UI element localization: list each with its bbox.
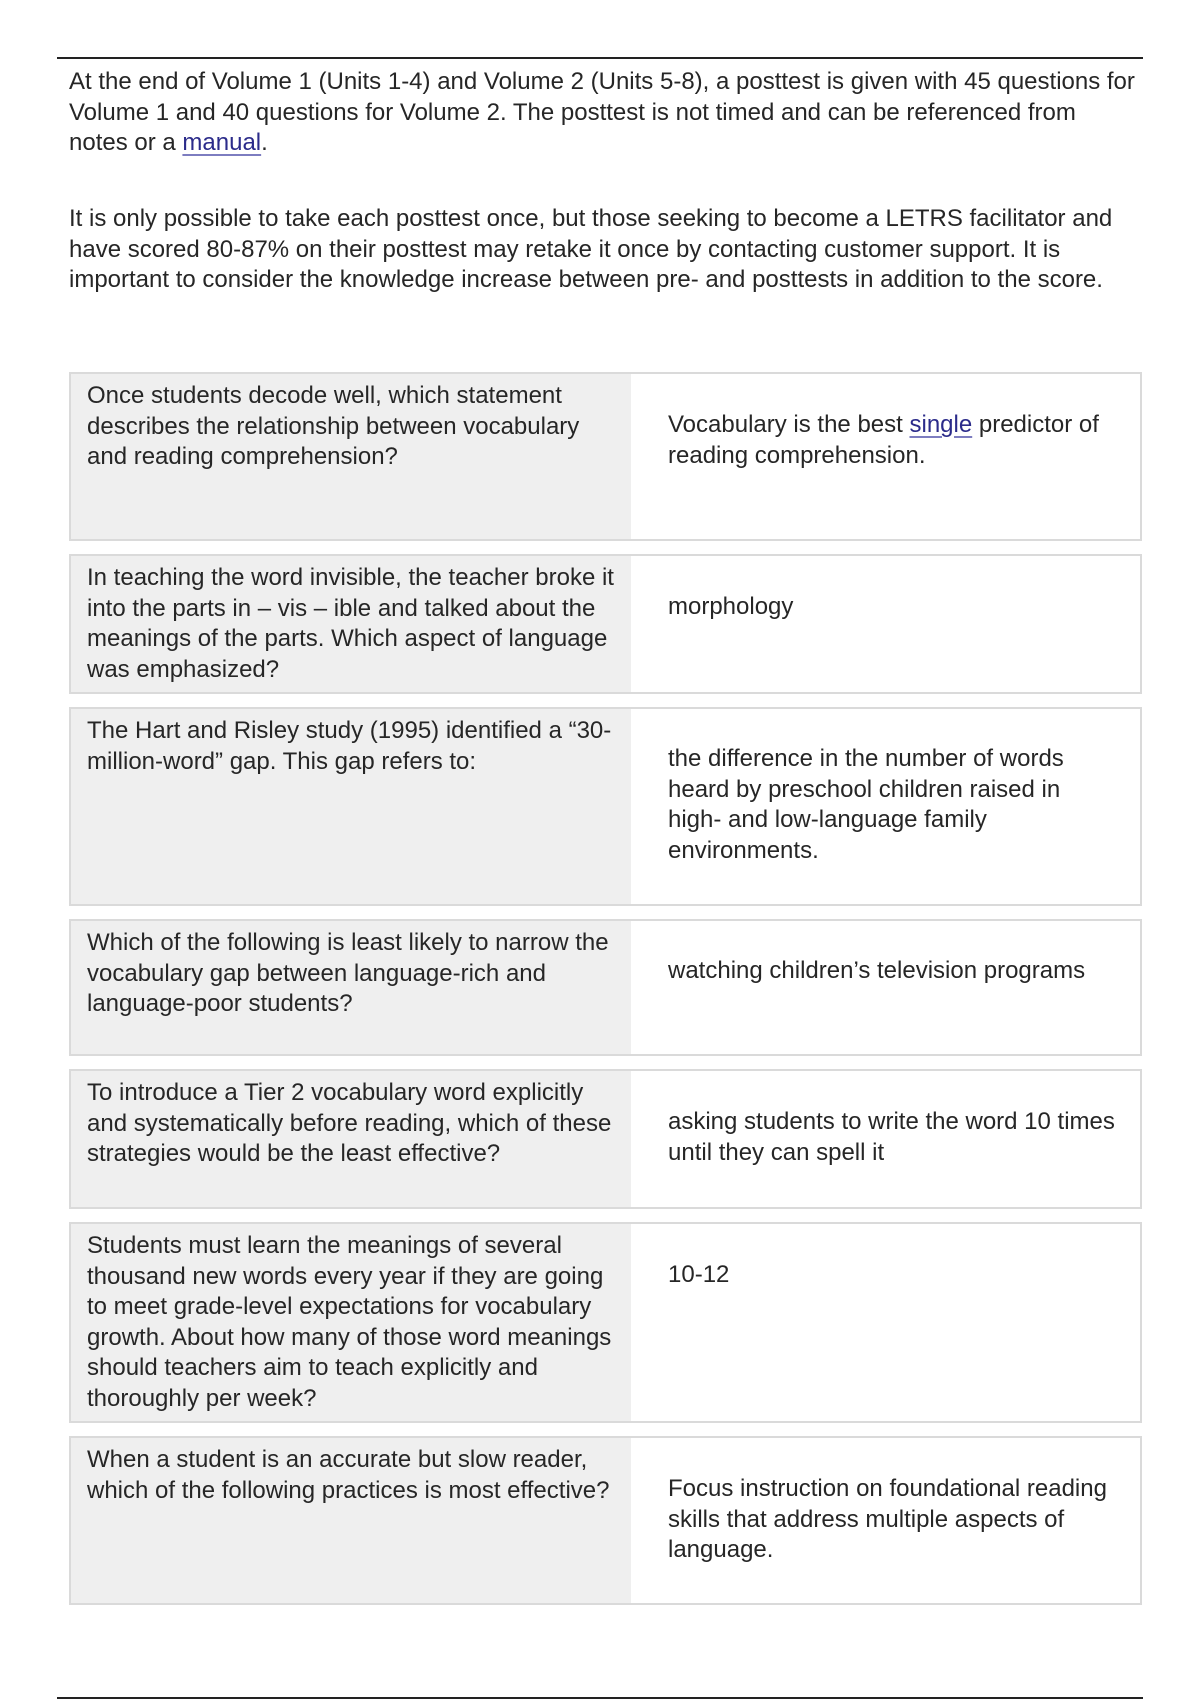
qa-row <box>69 372 1142 541</box>
qa-row <box>69 1069 1142 1209</box>
question-cell: In teaching the word invisible, the teacher broke it into the parts in – vis – ible and talked about the meanings of the parts. Which aspect of language was emphasized? <box>71 556 631 692</box>
manual-link[interactable]: manual <box>182 129 262 156</box>
answer-cell: morphology <box>668 593 794 620</box>
question-cell: Once students decode well, which statement describes the relationship between vocabulary and reading comprehension? <box>71 374 631 539</box>
bottom-divider <box>57 1697 1143 1699</box>
answer-cell: 10-12 <box>668 1261 730 1288</box>
intro-paragraph-retake: It is only possible to take each posttest once, but those seeking to become a LETRS facilitator and have scored 80-87% on their posttest may retake it once by contacting customer support. It is important to consider the knowledge increase between pre- and posttests in addition to the score. <box>69 205 1113 293</box>
qa-row <box>69 707 1142 906</box>
single-link[interactable]: single <box>909 411 973 438</box>
question-cell: To introduce a Tier 2 vocabulary word explicitly and systematically before reading, which of these strategies would be the least effective? <box>71 1071 631 1207</box>
question-cell: Which of the following is least likely to narrow the vocabulary gap between language-rich and language-poor students? <box>71 921 631 1054</box>
answer-cell: the difference in the number of words heard by preschool children raised in high- and low-language family environments. <box>668 745 1064 864</box>
answer-text-after-link: predictor of reading comprehension. <box>668 411 1099 469</box>
answer-cell: asking students to write the word 10 times until they can spell it <box>668 1108 1115 1166</box>
qa-row <box>69 919 1142 1056</box>
intro-text-before-link: At the end of Volume 1 (Units 1-4) and Volume 2 (Units 5-8), a posttest is given with 45 questions for Volume 1 and 40 questions for Volume 2. The posttest is not timed and can be referenced from notes or a <box>69 68 1135 156</box>
qa-row <box>69 1222 1142 1423</box>
answer-text-before-link: Vocabulary is the best <box>668 411 910 438</box>
question-cell: Students must learn the meanings of several thousand new words every year if they are going to meet grade-level expectations for vocabulary growth. About how many of those word meanings should teachers aim to teach explicitly and thoroughly per week? <box>71 1224 631 1421</box>
qa-row <box>69 554 1142 694</box>
qa-row <box>69 1436 1142 1605</box>
answer-cell <box>631 374 1140 539</box>
intro-text-after-link: . <box>261 129 268 156</box>
answer-cell: Focus instruction on foundational reading skills that address multiple aspects of language. <box>668 1475 1107 1563</box>
intro-paragraph-posttest <box>69 67 1139 159</box>
question-cell: The Hart and Risley study (1995) identified a “30-million-word” gap. This gap refers to: <box>71 709 631 904</box>
answer-cell: watching children’s television programs <box>668 957 1086 984</box>
question-cell: When a student is an accurate but slow reader, which of the following practices is most effective? <box>71 1438 631 1603</box>
top-divider <box>57 57 1143 59</box>
